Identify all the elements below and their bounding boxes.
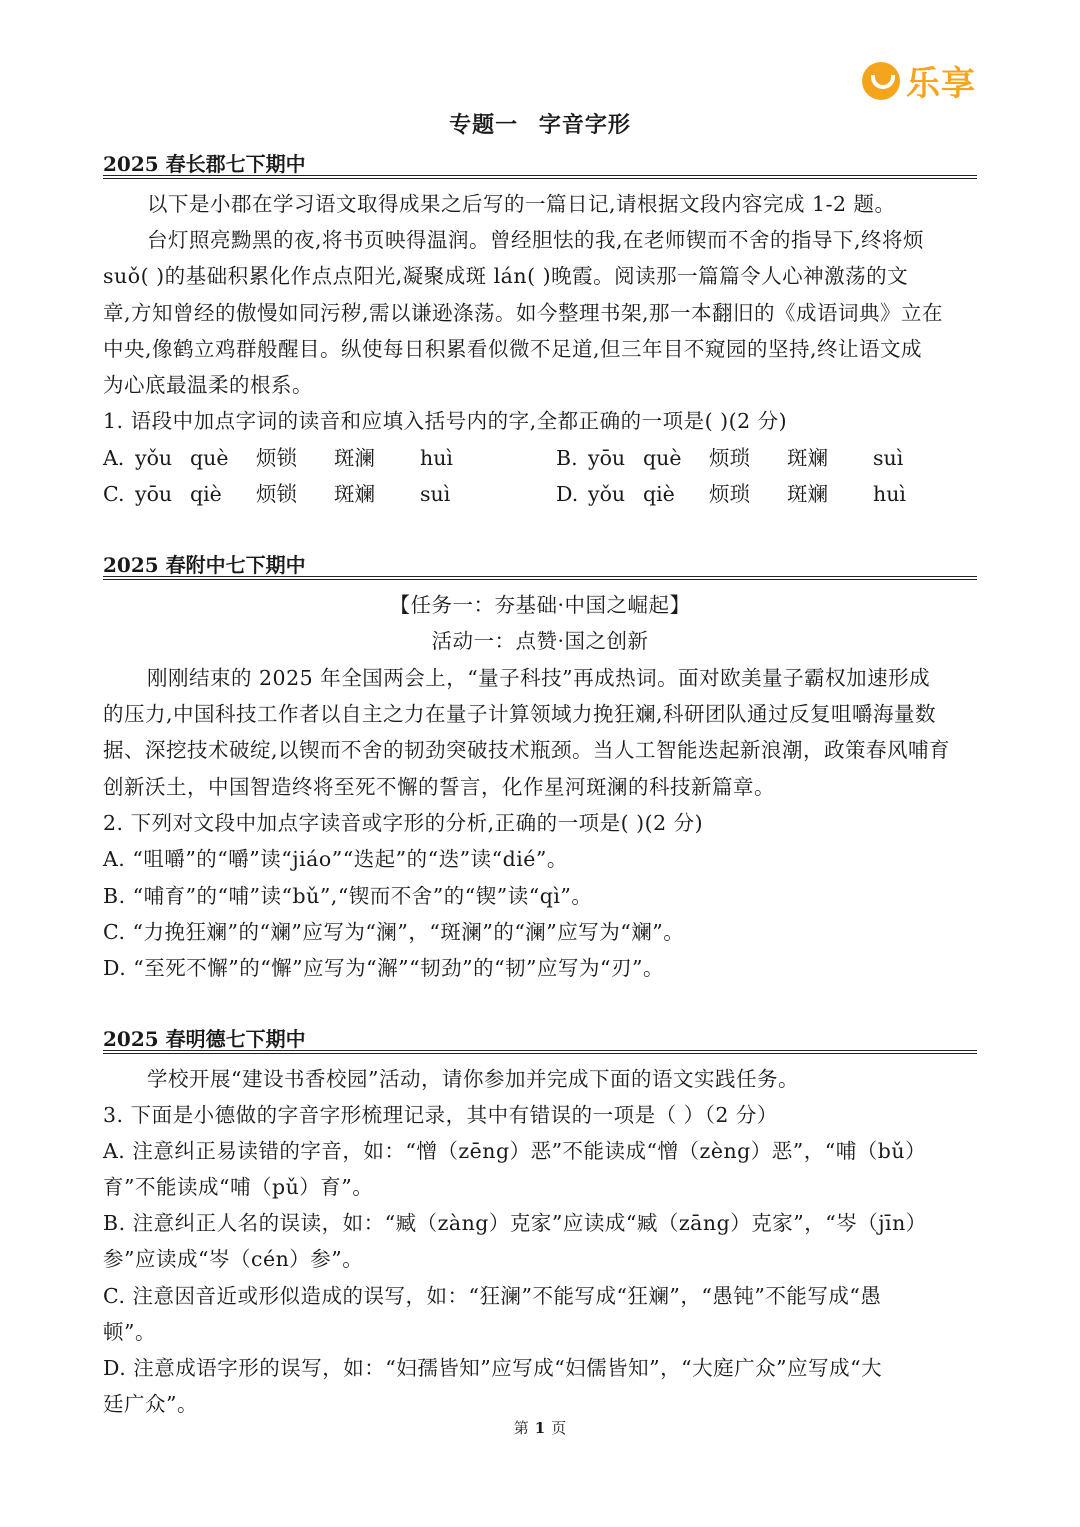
section-2-para-line-1: 刚刚结束的 2025 年全国两会上，“量子科技”再成热词。面对欧美量子霸权加速形成	[147, 666, 931, 690]
section-1-heading: 2025 春长郡七下期中	[103, 152, 306, 176]
task-title: 【任务一：夯基础·中国之崛起】	[389, 593, 691, 617]
page-title	[0, 108, 1080, 139]
section-1-para-line-4: 中央,像鹤立鸡群般醒目。纵使每日积累看似微不足道,但三年目不窥园的坚持,终让语文成	[103, 337, 923, 361]
section-3-intro: 学校开展“建设书香校园”活动，请你参加并完成下面的语文实践任务。	[147, 1067, 799, 1091]
activity-title: 活动一：点赞·国之创新	[431, 629, 649, 653]
q2-option-c[interactable]: C. “力挽狂斓”的“斓”应写为“澜”，“斑澜”的“澜”应写为“斓”。	[103, 920, 685, 944]
question-2: 2. 下列对文段中加点字读音或字形的分析,正确的一项是( )(2 分)	[103, 811, 704, 835]
q1-option-b[interactable]: B. yōu què 烦琐 斑斓 suì	[556, 446, 904, 470]
q3-option-d-line-1[interactable]: D. 注意成语字形的误写，如：“妇孺皆知”应写成“妇儒皆知”，“大庭广众”应写成“大	[103, 1356, 883, 1380]
q2-option-a[interactable]: A. “咀嚼”的“嚼”读“jiáo”“迭起”的“迭”读“dié”。	[103, 847, 568, 871]
q3-option-d-line-2: 廷广众”。	[103, 1392, 198, 1416]
q3-option-c-line-1[interactable]: C. 注意因音近或形似造成的误写，如：“狂澜”不能写成“狂斓”，“愚钝”不能写成“愚	[103, 1284, 882, 1308]
question-3: 3. 下面是小德做的字音字形梳理记录，其中有错误的一项是（ ）（2 分）	[103, 1103, 778, 1127]
title-subject: 字音字形	[538, 112, 631, 138]
q1-option-c[interactable]: C. yōu qiè 烦锁 斑斓 suì	[103, 482, 451, 506]
q3-option-a-line-2: 育”不能读成“哺（pǔ）育”。	[103, 1175, 374, 1199]
section-1-para-line-3: 章,方知曾经的傲慢如同污秽,需以谦逊涤荡。如今整理书架,那一本翻旧的《成语词典》立在	[103, 301, 944, 325]
section-1-para-line-1: 台灯照亮黝黑的夜,将书页映得温润。曾经胆怯的我,在老师锲而不舍的指导下,终将烦	[147, 228, 925, 252]
section-2-heading: 2025 春附中七下期中	[103, 553, 306, 577]
q2-option-b[interactable]: B. “哺育”的“哺”读“bǔ”,“锲而不舍”的“锲”读“qì”。	[103, 884, 593, 908]
section-1-para-line-5: 为心底最温柔的根系。	[103, 373, 313, 397]
section-2-para-line-4: 创新沃土，中国智造终将至死不懈的誓言，化作星河斑澜的科技新篇章。	[103, 775, 775, 799]
section-2-para-line-2: 的压力,中国科技工作者以自主之力在量子计算领域力挽狂斓,科研团队通过反复咀嚼海量数	[103, 702, 937, 726]
q3-option-c-line-2: 顿”。	[103, 1320, 156, 1344]
section-2-para-line-3: 据、深挖技术破绽,以锲而不舍的韧劲突破技术瓶颈。当人工智能迭起新浪潮，政策春风哺育	[103, 738, 951, 762]
section-1-para-line-2: suǒ( )的基础积累化作点点阳光,凝聚成斑 lán( )晚霞。阅读那一篇篇令人心神激荡的文	[103, 264, 909, 288]
brand-name: 乐享	[906, 64, 976, 104]
section-1-rule	[103, 175, 977, 179]
q3-option-b-line-2: 参”应读成“岑（cén）参”。	[103, 1247, 364, 1271]
section-3-heading: 2025 春明德七下期中	[103, 1027, 306, 1051]
title-topic: 专题一	[449, 112, 519, 138]
smile-logo-icon	[862, 62, 900, 100]
q1-option-a[interactable]: A. yǒu què 烦锁 斑澜 huì	[103, 446, 453, 470]
q3-option-b-line-1[interactable]: B. 注意纠正人名的误读，如：“臧（zàng）克家”应读成“臧（zāng）克家”，“岑（jīn）	[103, 1211, 927, 1235]
brand-logo	[862, 56, 976, 105]
q3-option-a-line-1[interactable]: A. 注意纠正易读错的字音，如：“憎（zēng）恶”不能读成“憎（zèng）恶”，“哺（bǔ）	[103, 1139, 927, 1163]
section-2-rule	[103, 576, 977, 580]
q1-option-d[interactable]: D. yǒu qiè 烦琐 斑斓 huì	[556, 482, 906, 506]
page-number: 第 1 页	[513, 1419, 567, 1437]
q2-option-d[interactable]: D. “至死不懈”的“懈”应写为“澥”“韧劲”的“韧”应写为“刃”。	[103, 956, 664, 980]
question-1: 1. 语段中加点字词的读音和应填入括号内的字,全都正确的一项是( )(2 分)	[103, 409, 788, 433]
section-1-intro: 以下是小郡在学习语文取得成果之后写的一篇日记,请根据文段内容完成 1-2 题。	[147, 192, 896, 216]
section-3-rule	[103, 1050, 977, 1054]
